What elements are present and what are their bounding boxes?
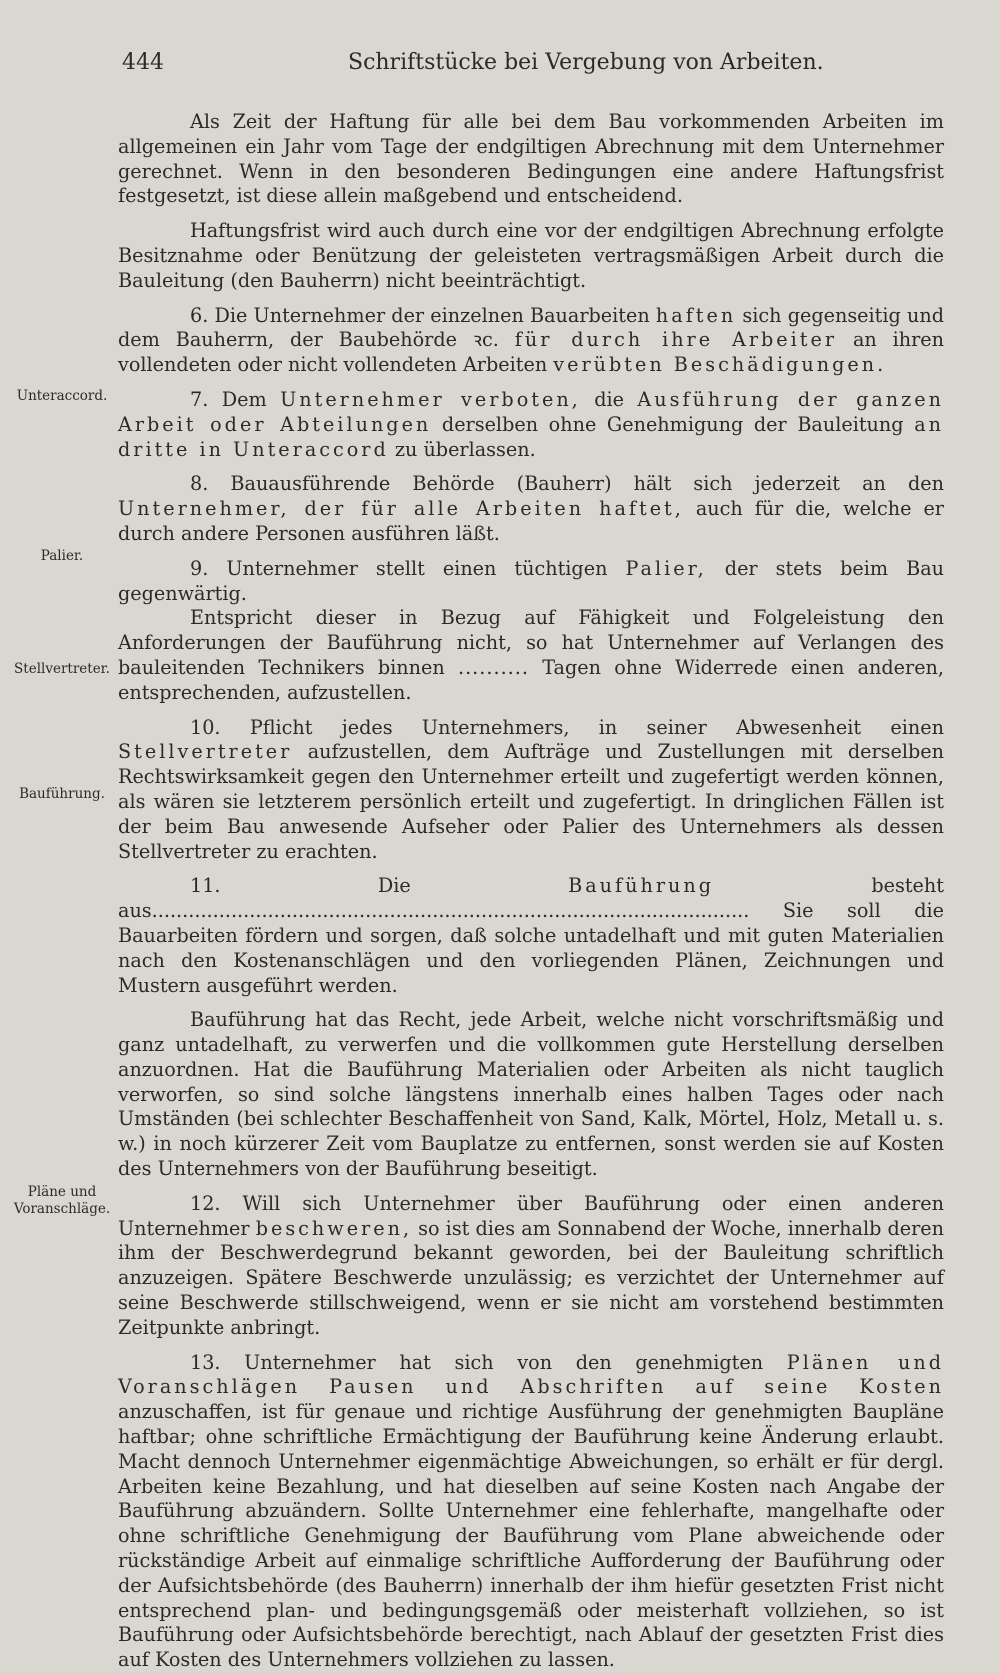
section-6-emph-beschaedigungen: verübten Beschädigungen. xyxy=(553,353,887,377)
section-8-text-a: 8. Bauausführende Behörde (Bauherr) hält sich jederzeit an den xyxy=(190,472,944,496)
margin-note-unteraccord: Unteraccord. xyxy=(16,388,108,404)
section-13-text-a: 13. Unternehmer hat sich von den genehmigten xyxy=(190,1350,764,1374)
section-7-emph-verboten: Unternehmer verboten, xyxy=(280,387,581,411)
section-6-text-c: sich gegenseitig und dem Bauherrn, der Baubehörde ꝛc. xyxy=(118,303,944,352)
section-10 xyxy=(118,716,944,865)
margin-note-plaene xyxy=(6,1184,118,1218)
section-7-emph-unteraccord: an dritte in Unteraccord xyxy=(118,412,944,461)
section-8-text-c: auch für die, welche er durch andere Personen ausführen läßt. xyxy=(118,497,944,545)
section-12 xyxy=(118,1192,944,1341)
section-10-emph-stellvertreter: Stellvertreter xyxy=(118,740,293,764)
section-11-continued: Bauführung hat das Recht, jede Arbeit, welche nicht vorschriftsmäßig und ganz untadelhaft, zu verwerfen und die vollkommen gute Herstellung derselben anzuordnen. Hat die Bauführung Materialien oder Arbeiten als nicht tauglich verworfen, so sind solche längstens innerhalb eines halben Tages oder nach Umständen (bei schlechter Beschaffenheit von Sand, Kalk, Mörtel, Holz, Metall u. s. w.) in noch kürzerer Zeit vom Bauplatze zu entfernen, sonst werden sie auf Kosten des Unternehmers von der Bauführung beseitigt. xyxy=(118,1008,944,1181)
section-7-text-e: derselben ohne Genehmigung der Bauleitung xyxy=(441,412,904,436)
section-10-text-a: 10. Pflicht jedes Unternehmers, in seiner Abwesenheit einen xyxy=(190,715,944,739)
margin-note-stellvertreter: Stellvertreter. xyxy=(14,661,110,677)
body-text xyxy=(118,110,944,1673)
section-7-text-g: zu überlassen. xyxy=(394,437,536,461)
section-9-text-c: der stets beim Bau gegenwärtig. xyxy=(118,556,944,605)
section-9-2-blank-dots: .......... xyxy=(457,655,529,679)
section-9-2-text-a: Entspricht dieser in Bezug auf Fähigkeit und Folgeleistung den Anforderungen der Bauführung nicht, so hat Unternehmer auf Verlangen des bauleitenden Technikers binnen xyxy=(118,606,944,679)
section-8-emph-haftet: Unternehmer, der für alle Arbeiten haftet, xyxy=(118,497,684,521)
section-9-emph-palier: Palier, xyxy=(625,556,707,580)
margin-note-baufuehrung: Bauführung. xyxy=(19,786,105,802)
section-11-blank-dots: .................................................................................................. xyxy=(151,899,750,923)
section-12-emph-beschweren: beschweren, xyxy=(255,1216,413,1240)
section-7-text-a: 7. Dem xyxy=(190,387,267,411)
margin-note-plaene-line2: Voranschläge. xyxy=(13,1201,111,1217)
section-7-emph-ausfuehrung: Ausführung der ganzen Arbeit oder Abteilungen xyxy=(118,387,944,436)
section-11-text-d: Sie soll die Bauarbeiten fördern und sorgen, daß solche untadelhaft und mit guten Materialien nach den Kostenanschlägen und den vorliegenden Plänen, Zeichnungen und Mustern ausgeführt werden. xyxy=(118,899,944,997)
section-13-text-c: anzuschaffen, ist für genaue und richtige Ausführung der genehmigten Baupläne haftbar; ohne schriftliche Ermächtigung der Bauführung keine Änderung erlaubt. Macht dennoch Unternehmer eigenmächtige Abweichungen, so erhält er für dergl. Arbeiten keine Bezahlung, und hat dieselben auf seine Kosten nach Angabe der Bauführung abzuändern. Sollte Unternehmer eine fehlerhafte, mangelhafte oder ohne schriftliche Genehmigung der Bauführung vom Plane abweichende oder rückständige Arbeit auf einmalige schriftliche Aufforderung der Bauführung oder der Aufsichtsbehörde (des Bauherrn) innerhalb der ihm hiefür gesetzten Frist nicht entsprechend plan- und bedingungsgemäß oder meisterhaft vollziehen, so ist Bauführung oder Aufsichtsbehörde berechtigt, nach Ablauf der gesetzten Frist dies auf Kosten des Unternehmers vollziehen zu lassen. xyxy=(118,1400,944,1672)
section-11-text-a: 11. Die xyxy=(190,874,411,898)
section-7-text-c: die xyxy=(594,387,624,411)
section-11 xyxy=(118,874,944,998)
section-6-emph-haften: haften xyxy=(655,303,737,327)
section-6 xyxy=(118,304,944,378)
section-7 xyxy=(118,388,944,462)
paragraph-haftung: Als Zeit der Haftung für alle bei dem Bau vorkommenden Arbeiten im allgemeinen ein Jahr vom Tage der endgiltigen Abrechnung mit dem Unternehmer gerechnet. Wenn in den besonderen Bedingungen eine andere Haftungsfrist festgesetzt, ist diese allein maßgebend und entscheidend. xyxy=(118,110,944,208)
margin-note-plaene-line1: Pläne und xyxy=(27,1184,97,1200)
section-11-text-c: besteht aus xyxy=(118,874,944,923)
margin-note-palier: Palier. xyxy=(40,548,84,564)
section-13-emph-plaene: Plänen und Voranschlägen Pausen und Abschriften auf seine Kosten xyxy=(118,1350,944,1399)
section-9-2-text-b: Tagen ohne Widerrede einen anderen, entsprechenden, aufzustellen. xyxy=(118,655,945,704)
section-11-emph-baufuehrung: Bauführung xyxy=(568,874,714,898)
section-9 xyxy=(118,557,944,607)
section-6-text-a: 6. Die Unternehmer der einzelnen Bauarbeiten xyxy=(190,303,650,327)
page-number: 444 xyxy=(122,50,164,75)
paragraph-haftungsfrist: Haftungsfrist wird auch durch eine vor der endgiltigen Abrechnung erfolgte Besitznahme oder Benützung der geleisteten vertragsmäßigen Arbeit durch die Bauleitung (den Bauherrn) nicht beeinträchtigt. xyxy=(118,219,944,292)
section-6-text-e: an ihren vollendeten oder nicht vollendeten Arbeiten xyxy=(118,328,945,377)
running-header xyxy=(118,50,944,82)
section-10-text-c: aufzustellen, dem Aufträge und Zustellungen mit derselben Rechtswirksamkeit gegen den Unternehmer erteilt und zugefertigt werden können, als wären sie letzterem persönlich erteilt und zugefertigt. In dringlichen Fällen ist der beim Bau anwesende Aufseher oder Palier des Unternehmers als dessen Stellvertreter zu erachten. xyxy=(118,740,944,863)
section-6-emph-arbeiter: für durch ihre Arbeiter xyxy=(514,328,838,352)
running-title: Schriftstücke bei Vergebung von Arbeiten. xyxy=(348,50,824,75)
section-12-text-a: 12. Will sich Unternehmer über Bauführung oder einen anderen Unternehmer xyxy=(118,1191,944,1240)
section-13 xyxy=(118,1351,944,1673)
section-9-text-a: 9. Unternehmer stellt einen tüchtigen xyxy=(190,556,608,580)
section-12-text-c: so ist dies am Sonnabend der Woche, innerhalb deren ihm der Beschwerdegrund bekannt geworden, bei der Bauleitung schriftlich anzuzeigen. Spätere Beschwerde unzulässig; es verzichtet der Unternehmer auf seine Beschwerde stillschweigend, wenn er sie nicht am vorstehend bestimmten Zeitpunkte anbringt. xyxy=(118,1216,944,1339)
section-8 xyxy=(118,472,944,546)
section-9-continued xyxy=(118,606,944,705)
